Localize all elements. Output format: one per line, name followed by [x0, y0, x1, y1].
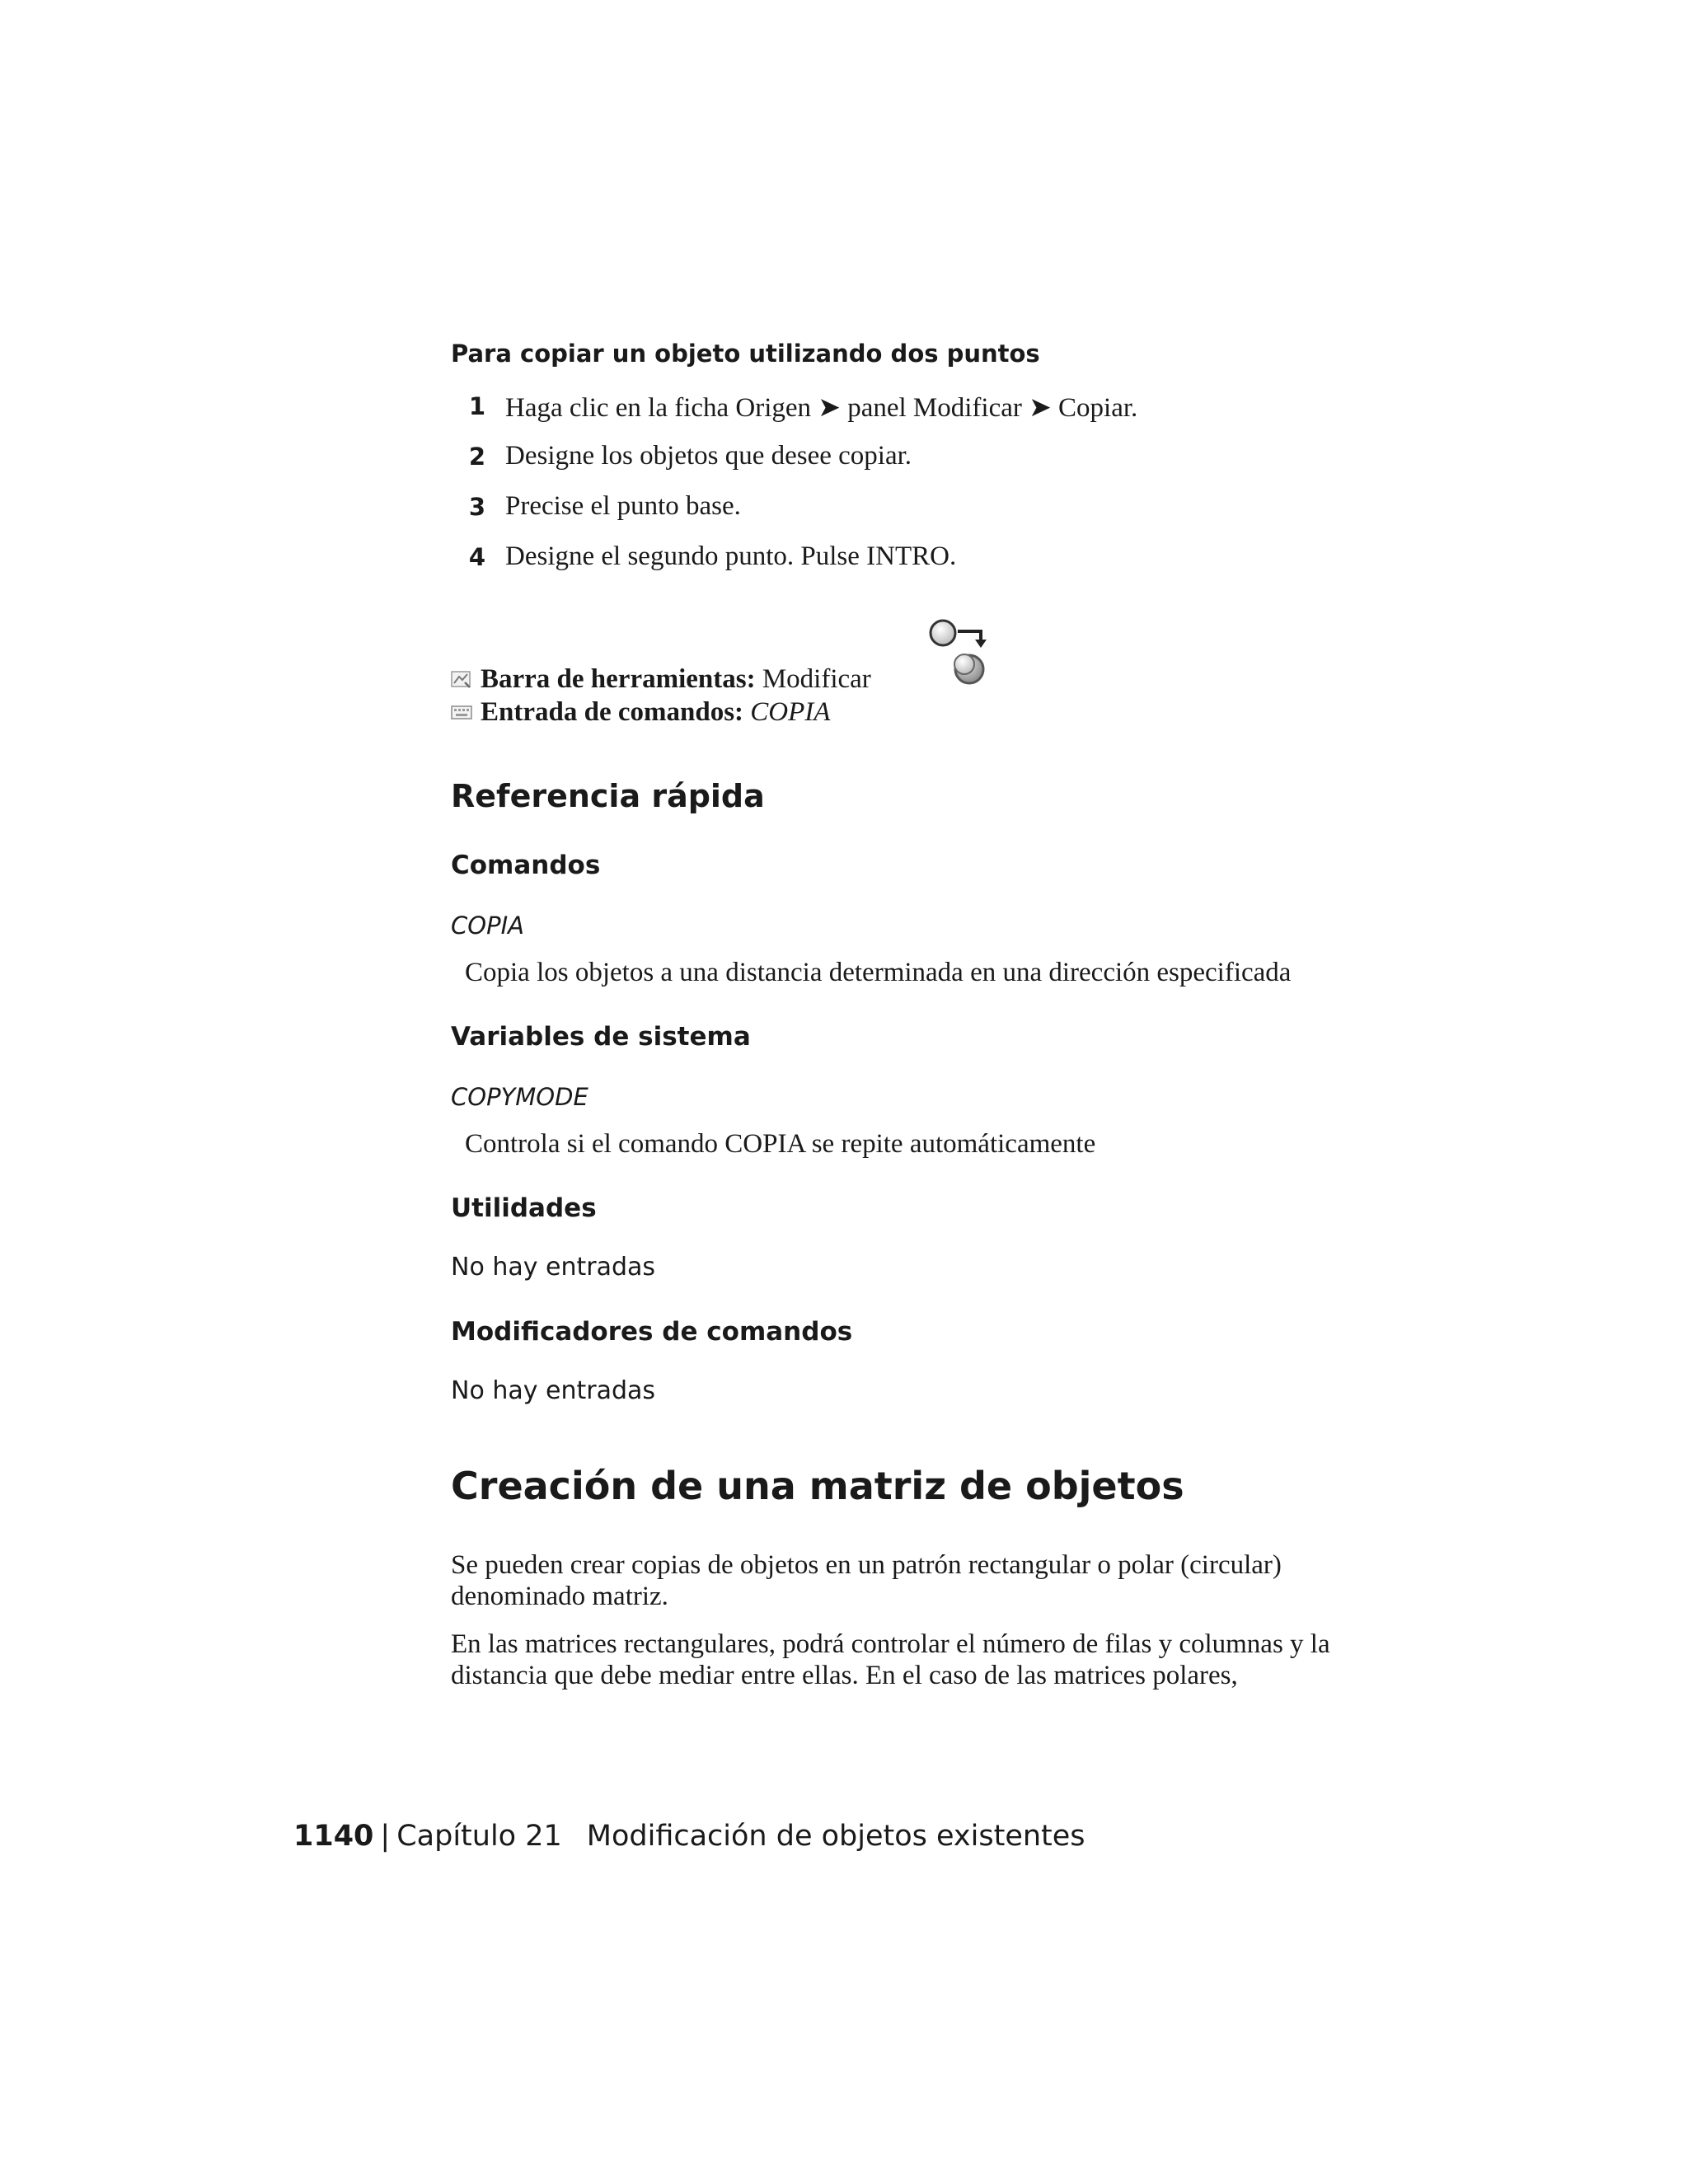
command-modifiers-text: No hay entradas — [451, 1376, 656, 1405]
toolbar-access-line — [451, 664, 871, 695]
page-footer — [293, 1820, 1085, 1853]
step-text: Designe los objetos que desee copiar. — [505, 441, 912, 471]
section-paragraph: En las matrices rectangulares, podrá controlar el número de filas y columnas y la distancia que debe mediar entre ellas. En el caso de las matrices polares, — [451, 1629, 1330, 1690]
toolbar-value: Modificar — [762, 664, 871, 694]
quick-reference-heading: Referencia rápida — [451, 778, 765, 814]
footer-separator: | — [380, 1820, 391, 1853]
system-variable-description: Controla si el comando COPIA se repite automáticamente — [465, 1129, 1096, 1159]
utilities-text: No hay entradas — [451, 1253, 656, 1282]
system-variables-heading: Variables de sistema — [451, 1022, 751, 1052]
procedure-title: Para copiar un objeto utilizando dos puntos — [451, 340, 1040, 368]
step-number: 2 — [468, 443, 485, 471]
command-label: Entrada de comandos: — [481, 697, 744, 727]
chapter-label: Capítulo 21 — [396, 1820, 562, 1853]
command-description: Copia los objetos a una distancia determinada en una dirección especificada — [465, 958, 1292, 987]
step-number: 4 — [468, 543, 485, 571]
chapter-title: Modificación de objetos existentes — [586, 1820, 1085, 1853]
keyboard-icon — [451, 702, 472, 722]
command-name: COPIA — [451, 912, 524, 940]
step-text: Haga clic en la ficha Origen ➤ panel Modificar ➤ Copiar. — [505, 393, 1138, 423]
step-text: Precise el punto base. — [505, 491, 741, 521]
commands-heading: Comandos — [451, 851, 601, 880]
toolbar-icon — [451, 669, 472, 689]
section-paragraph: Se pueden crear copias de objetos en un patrón rectangular o polar (circular) denominado matriz. — [451, 1550, 1282, 1611]
command-access-line — [451, 697, 830, 728]
step-text: Designe el segundo punto. Pulse INTRO. — [505, 541, 957, 571]
toolbar-label: Barra de herramientas: — [481, 664, 756, 694]
step-number: 1 — [468, 392, 485, 420]
utilities-heading: Utilidades — [451, 1193, 597, 1223]
command-modifiers-heading: Modificadores de comandos — [451, 1317, 853, 1347]
system-variable-name: COPYMODE — [451, 1083, 588, 1111]
step-number: 3 — [468, 493, 485, 521]
page-number: 1140 — [293, 1820, 374, 1853]
copy-circles-icon — [926, 616, 996, 689]
command-value: COPIA — [750, 697, 831, 727]
section-title: Creación de una matriz de objetos — [451, 1464, 1184, 1508]
